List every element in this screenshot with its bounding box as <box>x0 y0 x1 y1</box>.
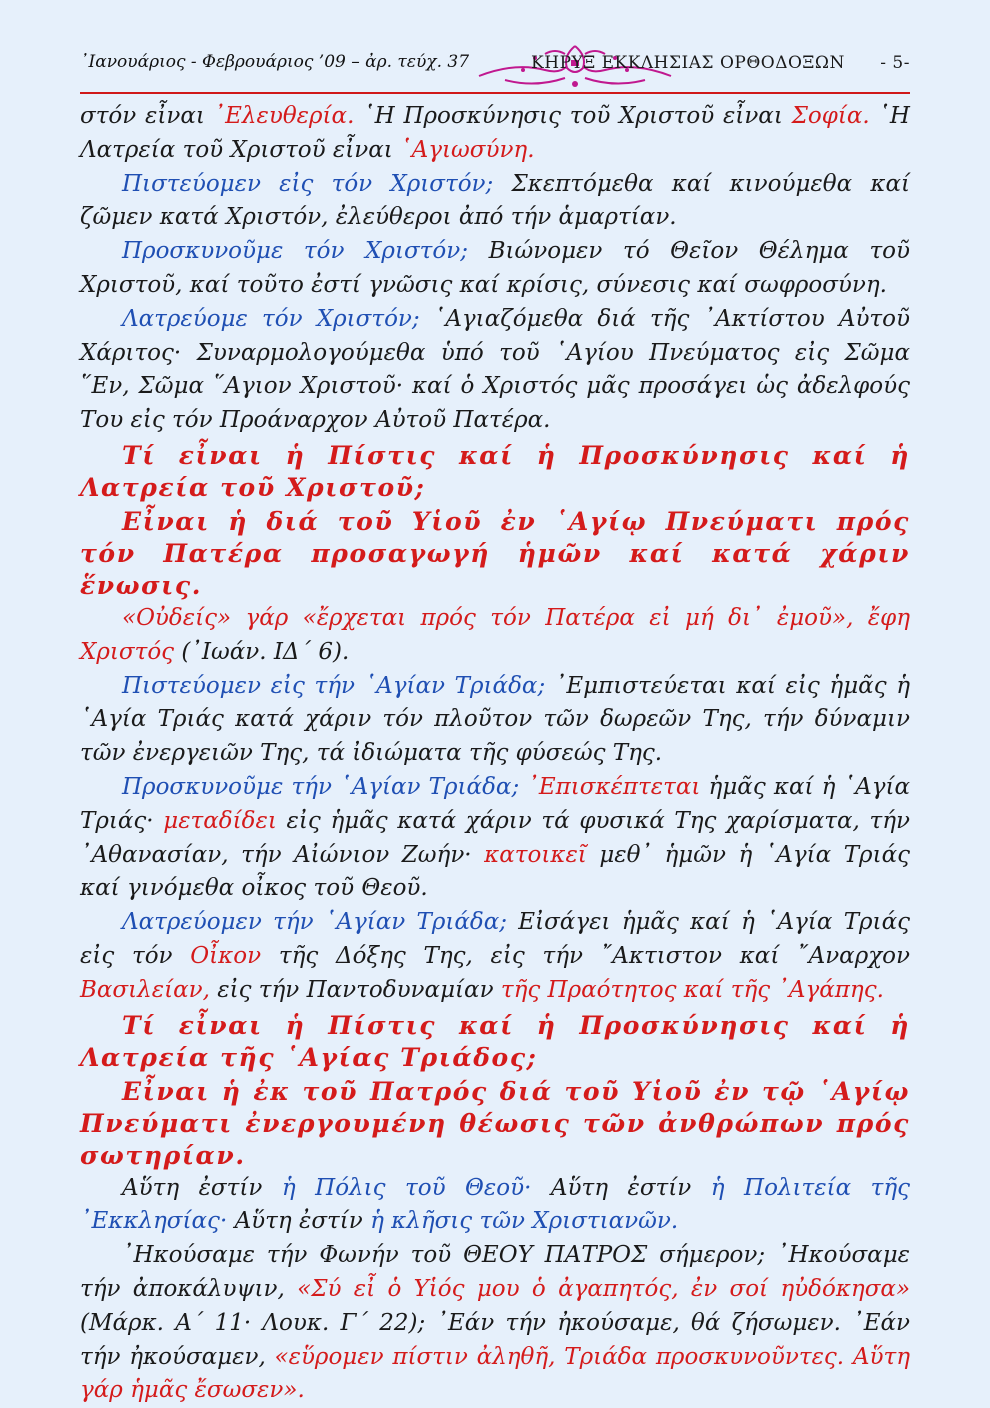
paragraph-2 <box>80 168 910 236</box>
emphasis: μεταδίδει <box>163 807 277 834</box>
paragraph-7 <box>80 771 910 906</box>
quote: «Οὐδείς» γάρ «ἔρχεται πρός τόν Πατέρα εἰ μή δι᾿ ἐμοῦ», ἔφη Χριστός <box>80 604 910 665</box>
heading-3: Τί εἶναι ἡ Πίστις καί ἡ Προσκύνησις καί ἡ Λατρεία τῆς ῾Αγίας Τριάδος; <box>80 1010 910 1072</box>
paragraph-1 <box>80 100 910 168</box>
paragraph-4 <box>80 303 910 438</box>
paragraph-8 <box>80 906 910 1007</box>
journal-title-group <box>531 53 910 73</box>
highlight: ἡ Πολιτεία τῆς ᾿Εκκλησίας· <box>80 1174 911 1235</box>
text: εἰς ἡμᾶς κατά χάριν τά φυσικά Της χαρίσματα, τήν ᾿Αθανασίαν, τήν Αἰώνιον Ζωήν· <box>80 807 910 868</box>
highlight: ἡ Πόλις τοῦ Θεοῦ· <box>281 1174 532 1201</box>
question: Προσκυνοῦμε τόν Χριστόν; <box>122 238 468 265</box>
text: τῆς Δόξης Της, εἰς τήν ῎Ακτιστον καί ῎Αναρχον <box>261 942 911 969</box>
article-body <box>80 100 910 1408</box>
heading-2: Εἶναι ἡ διά τοῦ Υἱοῦ ἐν ῾Αγίῳ Πνεύματι πρός τόν Πατέρα προσαγωγή ἡμῶν καί κατά χάριν ἕνωσις. <box>80 506 910 600</box>
emphasis: Σοφία. <box>791 103 870 129</box>
paragraph-3 <box>80 235 910 303</box>
emphasis: ῾Αγιωσύνη. <box>400 136 535 163</box>
text: ῾Η Λατρεία τοῦ Χριστοῦ εἶναι <box>80 103 910 163</box>
text: Αὕτη ἐστίν <box>531 1174 711 1201</box>
page-header <box>80 40 910 90</box>
text: ᾿Ηκούσαμε τήν Φωνήν τοῦ ΘΕΟΥ ΠΑΤΡΟΣ σήμερον; ᾿Ηκούσαμε τήν ἀποκάλυψιν, <box>80 1242 910 1302</box>
text: Σκεπτόμεθα καί κινούμεθα καί ζῶμεν κατά Χριστόν, ἐλεύθεροι ἀπό τήν ἁμαρτίαν. <box>80 170 910 231</box>
question: Λατρεύομεν τήν ῾Αγίαν Τριάδα; <box>122 909 508 936</box>
text: ᾿Εμπιστεύεται καί εἰς ἡμᾶς ἡ ῾Αγία Τριάς κατά χάριν τόν πλοῦτον τῶν δωρεῶν Της, τήν δύναμιν τῶν ἐνεργειῶν Της, τά ἰδιώματα τῆς φύσεώς Της. <box>80 672 911 767</box>
text: Αὕτη ἐστίν <box>122 1174 282 1201</box>
text: ῾Η Προσκύνησις τοῦ Χριστοῦ εἶναι <box>354 103 792 129</box>
text: Αὕτη ἐστίν <box>227 1208 371 1235</box>
text: εἰς τήν Παντοδυναμίαν <box>209 976 501 1003</box>
question: Λατρεύομε τόν Χριστόν; <box>122 305 420 332</box>
paragraph-5 <box>80 602 910 670</box>
heading-1: Τί εἶναι ἡ Πίστις καί ἡ Προσκύνησις καί ἡ Λατρεία τοῦ Χριστοῦ; <box>80 440 910 502</box>
paragraph-6 <box>80 670 910 771</box>
emphasis: ᾿Επισκέπτεται <box>527 773 701 800</box>
paragraph-9 <box>80 1172 910 1240</box>
question: Πιστεύομεν εἰς τόν Χριστόν; <box>122 170 494 197</box>
text: (Μάρκ. Α´ 11· Λουκ. Γ´ 22); ᾿Εάν τήν ἠκούσαμε, θά ζήσωμεν. ᾿Εάν τήν ἠκούσαμεν, <box>80 1309 910 1370</box>
quote: «εὕρομεν πίστιν ἀληθῆ, Τριάδα προσκυνοῦντες. Αὕτη γάρ ἡμᾶς ἔσωσεν». <box>80 1343 910 1404</box>
highlight: ἡ κλῆσις τῶν Χριστιανῶν. <box>370 1208 679 1235</box>
issue-info: ᾿Ιανουάριος - Φεβρουάριος ’09 – ἀρ. τεύχ. 37 <box>80 52 470 72</box>
heading-4: Εἶναι ἡ ἐκ τοῦ Πατρός διά τοῦ Υἱοῦ ἐν τῷ ῾Αγίῳ Πνεύματι ἐνεργουμένη θέωσις τῶν ἀνθρώπων πρός σωτηρίαν. <box>80 1076 910 1170</box>
text: Βιώνομεν τό Θεῖον Θέλημα τοῦ Χριστοῦ, καί τοῦτο ἐστί γνῶσις καί κρίσις, σύνεσις καί σωφροσύνη. <box>80 238 910 298</box>
emphasis: κατοικεῖ <box>484 841 587 868</box>
question: Πιστεύομεν εἰς τήν ῾Αγίαν Τριάδα; <box>122 672 546 699</box>
paragraph-10 <box>80 1239 910 1408</box>
text: Εἰσάγει ἡμᾶς καί ἡ ῾Αγία Τριάς εἰς τόν <box>80 909 910 969</box>
text: ῾Αγιαζόμεθα διά τῆς ᾿Ακτίστου Αὐτοῦ Χάριτος· Συναρμολογούμεθα ὑπό τοῦ ῾Αγίου Πνεύματος εἰς Σῶμα ῞Εν, Σῶμα ῞Αγιον Χριστοῦ· καί ὁ Χριστός μᾶς προσάγει ὡς ἀδελφούς Του εἰς τόν Προάναρχον Αὐτοῦ Πατέρα. <box>80 305 910 434</box>
emphasis: ᾿Ελευθερία. <box>213 103 355 129</box>
page-number: - 5- <box>880 53 910 73</box>
text: ἡμᾶς καί ἡ ῾Αγία Τριάς· <box>80 773 911 834</box>
text: μεθ᾿ ἡμῶν ἡ ῾Αγία Τριάς καί γινόμεθα οἶκος τοῦ Θεοῦ. <box>80 841 911 902</box>
emphasis: τῆς Πραότητος καί τῆς ᾿Αγάπης. <box>500 976 884 1003</box>
text: στόν εἶναι <box>80 103 214 129</box>
header-rule <box>80 92 910 94</box>
question: Προσκυνοῦμε τήν ῾Αγίαν Τριάδα; <box>122 773 520 800</box>
emphasis: Βασιλείαν, <box>80 976 210 1003</box>
quote: «Σύ εἶ ὁ Υἱός μου ὁ ἀγαπητός, ἐν σοί ηὐδόκησα» <box>297 1275 911 1302</box>
reference: (᾿Ιωάν. ΙΔ´ 6). <box>174 638 350 665</box>
emphasis: Οἶκον <box>190 942 262 969</box>
journal-title: ΚΗΡΥΞ ΕΚΚΛΗΣΙΑΣ ΟΡΘΟΔΟΞΩΝ <box>531 53 845 73</box>
